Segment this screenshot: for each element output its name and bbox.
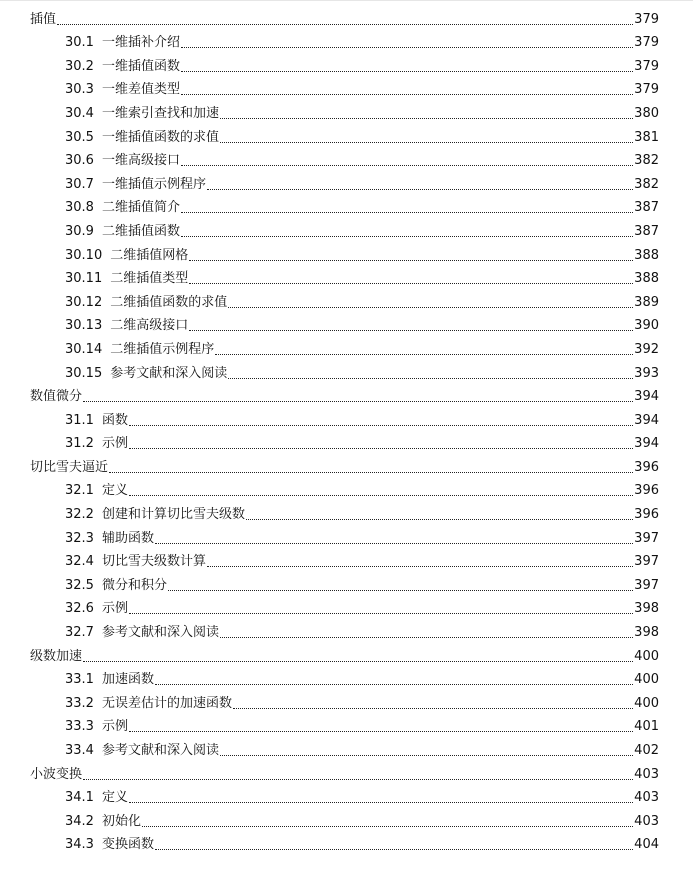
- toc-entry-page-number: 396: [634, 459, 659, 475]
- toc-entry-page-number: 400: [634, 672, 659, 688]
- toc-entry-number: 31.2: [65, 436, 94, 452]
- toc-entry-number: 34.2: [65, 813, 94, 829]
- dot-leader: [207, 189, 633, 190]
- toc-entry-title: 无误差估计的加速函数: [101, 695, 232, 711]
- dot-leader: [155, 849, 633, 850]
- dot-leader: [181, 212, 633, 213]
- toc-entry-title: 二维插值简介: [101, 200, 180, 216]
- toc-entry-number: 33.4: [65, 743, 94, 758]
- toc-entry-title: 创建和计算切比雪夫级数: [101, 507, 245, 523]
- toc-entry-page-number: 402: [634, 743, 659, 758]
- toc-entry-title: 一维插值函数的求值: [101, 129, 219, 145]
- toc-entry-page-number: 379: [634, 82, 659, 98]
- toc-entry-number: 30.9: [65, 223, 94, 239]
- dot-leader: [129, 731, 633, 732]
- toc-entry-number: 34.1: [65, 790, 94, 806]
- dot-leader: [129, 495, 633, 496]
- toc-entry-title: 参考文献和深入阅读: [101, 743, 219, 758]
- toc-entry-title: 一维高级接口: [101, 153, 180, 169]
- toc-entry-title: 变换函数: [101, 837, 154, 853]
- toc-entry-title: 参考文献和深入阅读: [110, 365, 228, 381]
- dot-leader: [189, 330, 633, 331]
- toc-entry-title: 二维插值示例程序: [110, 341, 215, 357]
- toc-entry-title: 一维插补介绍: [101, 35, 180, 51]
- dot-leader: [220, 755, 633, 756]
- toc-entry-title: 一维差值类型: [101, 82, 180, 98]
- dot-leader: [83, 401, 633, 402]
- toc-entry-page-number: 397: [634, 577, 659, 593]
- dot-leader: [57, 24, 633, 25]
- toc-entry-page-number: 379: [634, 35, 659, 51]
- dot-leader: [220, 637, 633, 638]
- dot-leader: [129, 802, 633, 803]
- toc-entry-page-number: 404: [634, 837, 659, 853]
- toc-entry-title: 加速函数: [101, 672, 154, 688]
- toc-entry-title: 示例: [101, 436, 128, 452]
- toc-section-entry[interactable]: [0, 688, 693, 712]
- dot-leader: [129, 613, 633, 614]
- toc-entry-page-number: 388: [634, 271, 659, 287]
- toc-entry-title: 初始化: [101, 813, 141, 829]
- toc-section-entry[interactable]: [0, 51, 693, 75]
- toc-chapter-entry[interactable]: [0, 641, 693, 665]
- toc-section-entry[interactable]: [0, 169, 693, 193]
- toc-entry-page-number: 403: [634, 766, 659, 782]
- toc-entry-title: 函数: [101, 412, 128, 428]
- toc-entry-number: 30.6: [65, 153, 94, 169]
- toc-entry-page-number: 390: [634, 318, 659, 334]
- toc-entry-number: 33.3: [65, 719, 94, 735]
- toc-section-entry[interactable]: [0, 523, 693, 547]
- dot-leader: [215, 354, 633, 355]
- toc-entry-title: 二维插值函数的求值: [110, 294, 228, 310]
- toc-entry-number: 30.4: [65, 105, 94, 121]
- toc-entry-number: 30.8: [65, 200, 94, 216]
- toc-entry-page-number: 394: [634, 436, 659, 452]
- toc-section-entry[interactable]: [0, 594, 693, 618]
- toc-entry-number: 32.1: [65, 483, 94, 499]
- toc-entry-title: 数值微分: [30, 389, 83, 405]
- toc-entry-page-number: 400: [634, 648, 659, 664]
- toc-section-entry[interactable]: [0, 499, 693, 523]
- dot-leader: [181, 47, 633, 48]
- toc-entry-page-number: 382: [634, 153, 659, 169]
- toc-entry-number: 32.7: [65, 625, 94, 641]
- toc-entry-title: 一维插值示例程序: [101, 176, 206, 192]
- toc-entry-title: 小波变换: [30, 766, 83, 782]
- toc-entry-number: 32.2: [65, 507, 94, 523]
- toc-entry-number: 30.1: [65, 35, 94, 51]
- toc-section-entry[interactable]: [0, 146, 693, 170]
- toc-section-entry[interactable]: [0, 334, 693, 358]
- toc-entry-number: 30.15: [65, 365, 103, 381]
- toc-entry-number: 33.1: [65, 672, 94, 688]
- dot-leader: [233, 708, 633, 709]
- toc-chapter-entry[interactable]: [0, 382, 693, 406]
- toc-section-entry[interactable]: [0, 287, 693, 311]
- toc-entry-number: 30.7: [65, 176, 94, 192]
- dot-leader: [181, 236, 633, 237]
- dot-leader: [83, 661, 633, 662]
- dot-leader: [207, 566, 633, 567]
- toc-entry-title: 参考文献和深入阅读: [101, 625, 219, 641]
- toc-entry-title: 二维插值类型: [110, 271, 189, 287]
- toc-entry-number: 30.3: [65, 82, 94, 98]
- dot-leader: [168, 590, 633, 591]
- toc-section-entry[interactable]: [0, 547, 693, 571]
- toc-entry-number: 30.13: [65, 318, 103, 334]
- toc-entry-number: 30.12: [65, 294, 103, 310]
- toc-entry-number: 30.10: [65, 247, 103, 263]
- dot-leader: [109, 472, 633, 473]
- toc-entry-page-number: 379: [634, 58, 659, 74]
- toc-section-entry[interactable]: [0, 28, 693, 52]
- toc-entry-page-number: 387: [634, 223, 659, 239]
- toc-entry-title: 一维索引查找和加速: [101, 105, 219, 121]
- toc-section-entry[interactable]: [0, 75, 693, 99]
- dot-leader: [189, 260, 633, 261]
- toc-section-entry[interactable]: [0, 122, 693, 146]
- toc-entry-page-number: 400: [634, 695, 659, 711]
- toc-section-entry[interactable]: [0, 617, 693, 641]
- toc-section-entry[interactable]: [0, 429, 693, 453]
- toc-entry-title: 微分和积分: [101, 577, 167, 593]
- dot-leader: [181, 71, 633, 72]
- toc-entry-page-number: 380: [634, 105, 659, 121]
- toc-entry-title: 切比雪夫逼近: [30, 459, 109, 475]
- toc-entry-page-number: 397: [634, 554, 659, 570]
- toc-entry-number: 32.3: [65, 530, 94, 546]
- toc-entry-title: 插值: [30, 11, 57, 27]
- toc-entry-page-number: 393: [634, 365, 659, 381]
- toc-entry-title: 示例: [101, 719, 128, 735]
- toc-entry-page-number: 392: [634, 341, 659, 357]
- toc-entry-page-number: 398: [634, 625, 659, 641]
- toc-section-entry[interactable]: [0, 570, 693, 594]
- toc-entry-number: 32.6: [65, 601, 94, 617]
- dot-leader: [228, 378, 633, 379]
- dot-leader: [181, 94, 633, 95]
- dot-leader: [129, 448, 633, 449]
- toc-entry-title: 示例: [101, 601, 128, 617]
- toc-entry-page-number: 398: [634, 601, 659, 617]
- toc-entry-page-number: 396: [634, 483, 659, 499]
- dot-leader: [189, 283, 633, 284]
- toc-entry-title: 定义: [101, 483, 128, 499]
- toc-section-entry[interactable]: [0, 216, 693, 240]
- toc-section-entry[interactable]: [0, 240, 693, 264]
- toc-entry-number: 33.2: [65, 695, 94, 711]
- toc-entry-page-number: 397: [634, 530, 659, 546]
- toc-entry-title: 二维插值函数: [101, 223, 180, 239]
- toc-entry-title: 辅助函数: [101, 530, 154, 546]
- toc-section-entry[interactable]: [0, 712, 693, 736]
- toc-entry-title: 二维高级接口: [110, 318, 189, 334]
- toc-entry-number: 30.5: [65, 129, 94, 145]
- toc-chapter-entry[interactable]: [0, 4, 693, 28]
- toc-entry-title: 一维插值函数: [101, 58, 180, 74]
- toc-entry-page-number: 401: [634, 719, 659, 735]
- toc-section-entry[interactable]: [0, 735, 693, 759]
- toc-section-entry[interactable]: [0, 665, 693, 689]
- toc-entry-title: 二维插值网格: [110, 247, 189, 263]
- toc-entry-number: 32.5: [65, 577, 94, 593]
- toc-entry-page-number: 403: [634, 813, 659, 829]
- toc-chapter-entry[interactable]: [0, 452, 693, 476]
- toc-entry-number: 34.3: [65, 837, 94, 853]
- toc-entry-number: 30.14: [65, 341, 103, 357]
- dot-leader: [142, 826, 633, 827]
- dot-leader: [220, 118, 633, 119]
- toc-entry-page-number: 403: [634, 790, 659, 806]
- dot-leader: [129, 425, 633, 426]
- toc-section-entry[interactable]: [0, 98, 693, 122]
- page-top-border: [0, 0, 693, 1]
- toc-entry-page-number: 394: [634, 412, 659, 428]
- dot-leader: [83, 779, 633, 780]
- toc-entry-number: 32.4: [65, 554, 94, 570]
- toc-entry-page-number: 394: [634, 389, 659, 405]
- toc-section-entry[interactable]: [0, 830, 693, 854]
- toc-section-entry[interactable]: [0, 783, 693, 807]
- toc-entry-page-number: 396: [634, 507, 659, 523]
- toc-entry-page-number: 381: [634, 129, 659, 145]
- toc-section-entry[interactable]: [0, 193, 693, 217]
- toc-section-entry[interactable]: [0, 311, 693, 335]
- toc-section-entry[interactable]: [0, 806, 693, 830]
- dot-leader: [246, 519, 633, 520]
- toc-entry-page-number: 389: [634, 294, 659, 310]
- toc-entry-number: 31.1: [65, 412, 94, 428]
- toc-chapter-entry[interactable]: [0, 759, 693, 783]
- toc-entry-page-number: 387: [634, 200, 659, 216]
- table-of-contents: [0, 4, 693, 853]
- dot-leader: [220, 142, 633, 143]
- toc-section-entry[interactable]: [0, 405, 693, 429]
- dot-leader: [155, 543, 633, 544]
- toc-entry-number: 30.2: [65, 58, 94, 74]
- dot-leader: [228, 307, 633, 308]
- toc-entry-title: 定义: [101, 790, 128, 806]
- toc-entry-page-number: 382: [634, 176, 659, 192]
- toc-entry-number: 30.11: [65, 271, 103, 287]
- toc-section-entry[interactable]: [0, 476, 693, 500]
- toc-section-entry[interactable]: [0, 358, 693, 382]
- toc-entry-page-number: 379: [634, 11, 659, 27]
- toc-section-entry[interactable]: [0, 264, 693, 288]
- toc-entry-page-number: 388: [634, 247, 659, 263]
- dot-leader: [155, 684, 633, 685]
- toc-entry-title: 级数加速: [30, 648, 83, 664]
- dot-leader: [181, 165, 633, 166]
- toc-entry-title: 切比雪夫级数计算: [101, 554, 206, 570]
